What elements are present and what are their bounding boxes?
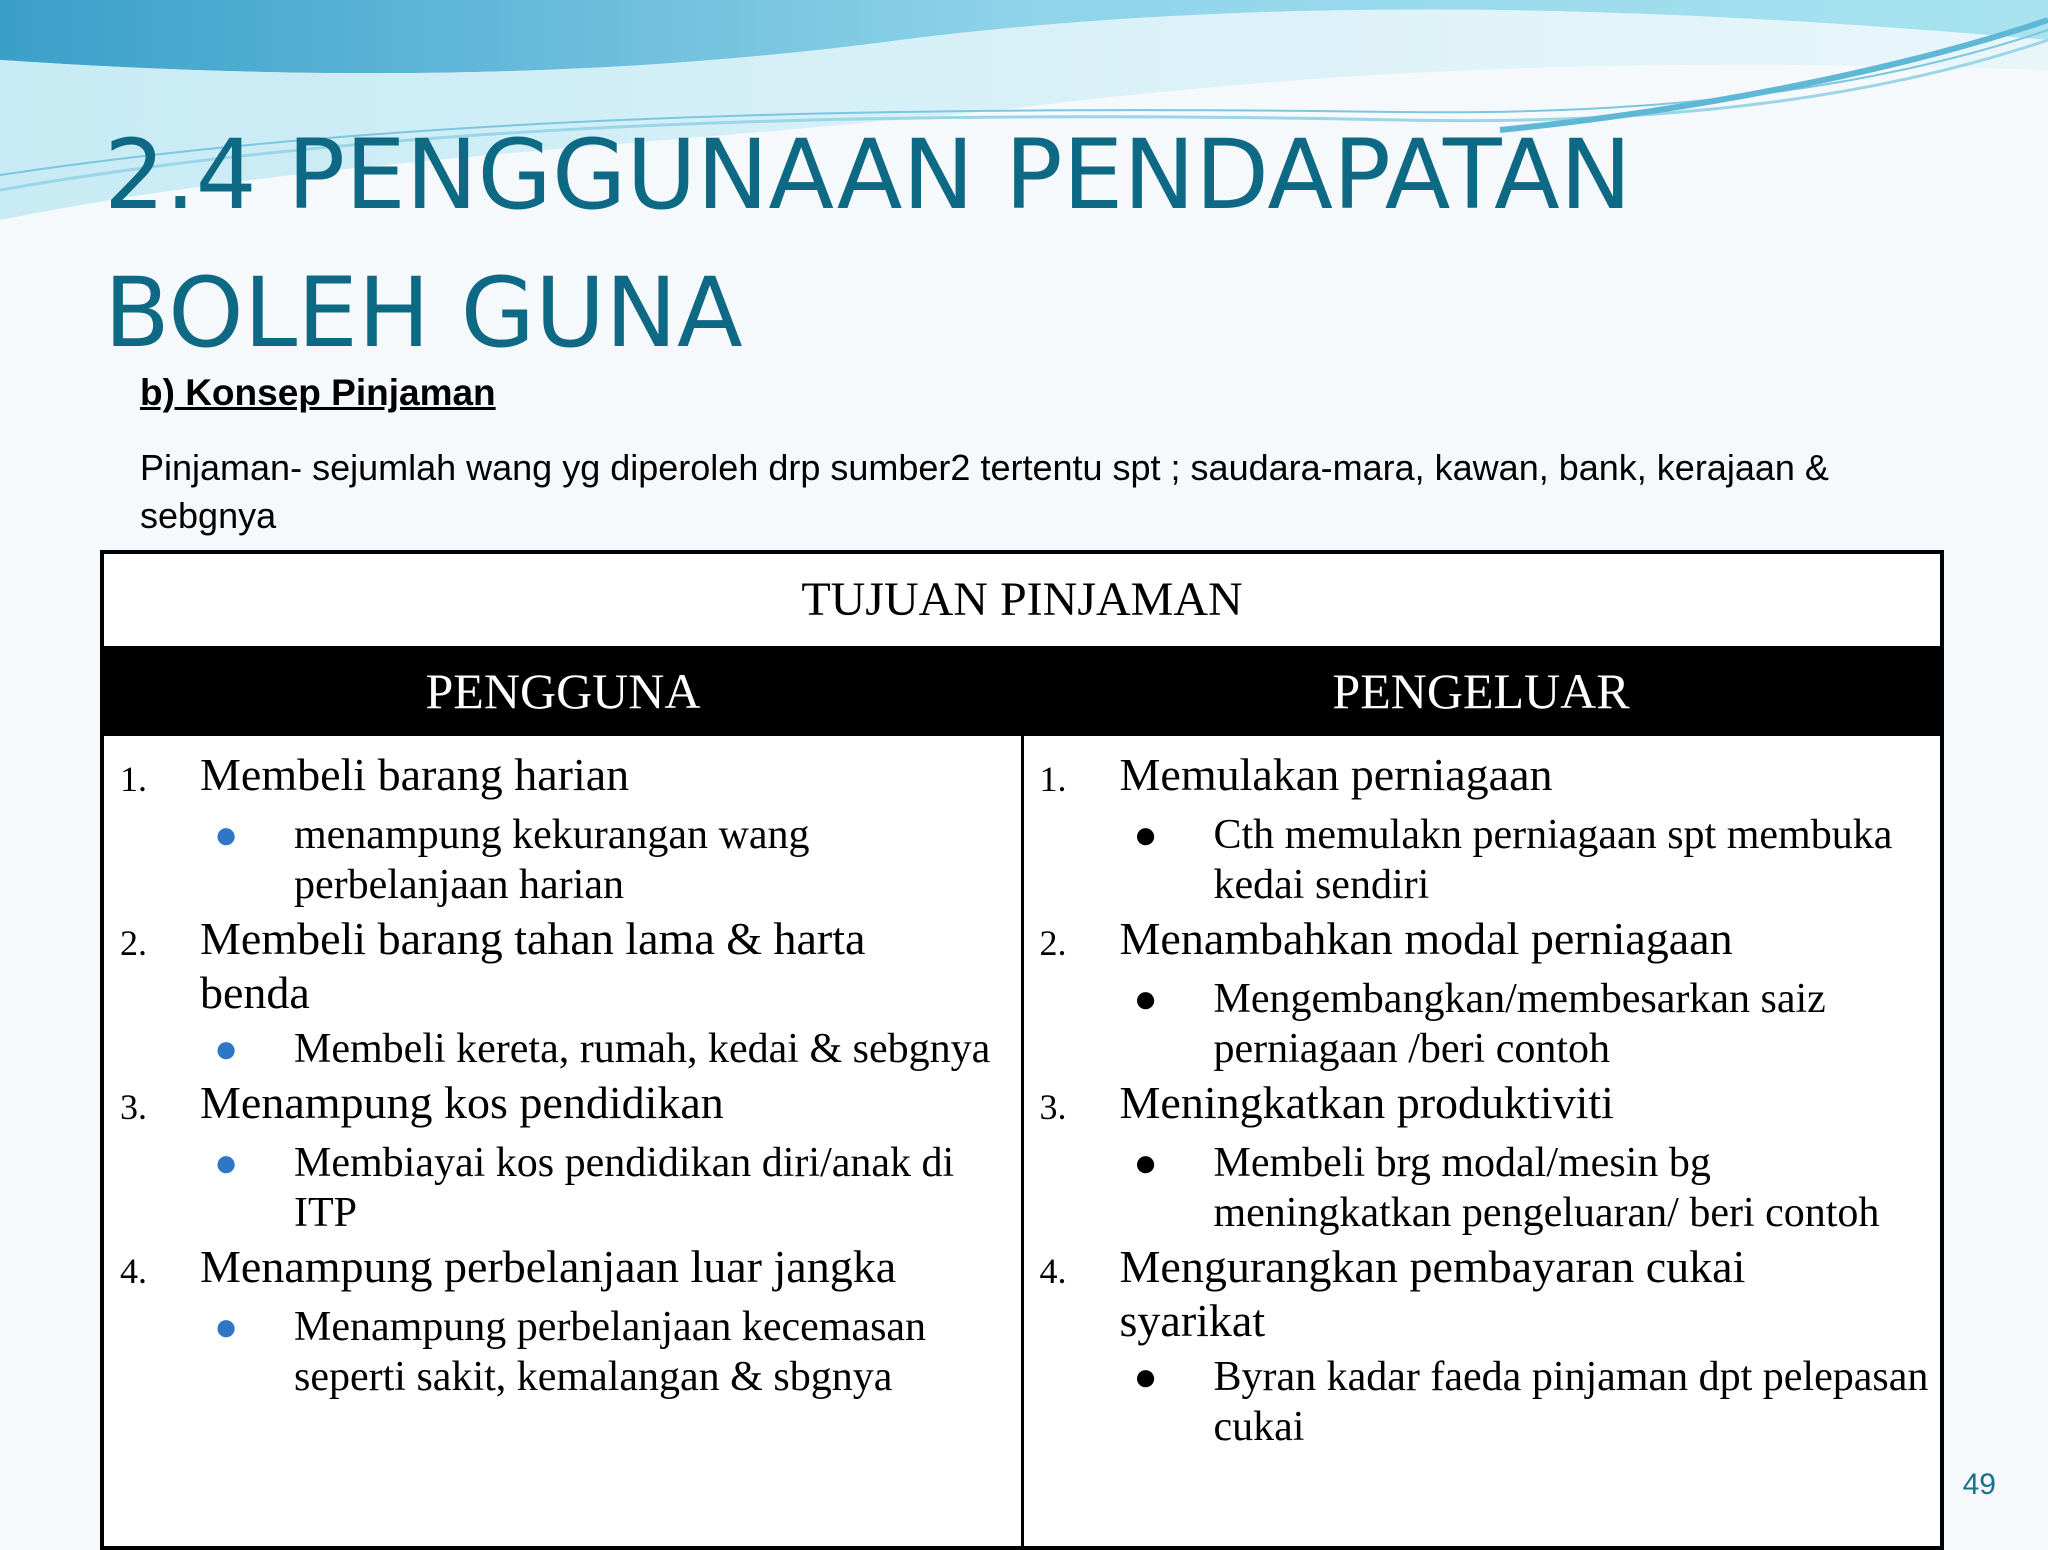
bullet-icon: ●	[214, 1140, 239, 1185]
bullet-text: Menampung perbelanjaan kecemasan seperti sakit, kemalangan & sbgnya	[294, 1304, 927, 1400]
bullet-text: Mengembangkan/membesarkan saiz perniagaan /beri contoh	[1213, 976, 1826, 1072]
bullet-icon: ●	[214, 1304, 239, 1349]
bullet-icon: ●	[1133, 1354, 1158, 1399]
item-number: 1.	[120, 759, 147, 799]
table-title: TUJUAN PINJAMAN	[801, 573, 1243, 626]
page-number: 49	[1962, 1468, 1996, 1501]
item-text: Menampung kos pendidikan	[200, 1077, 724, 1128]
item-text: Membeli barang tahan lama & harta benda	[200, 913, 866, 1018]
list-item	[1024, 1240, 1941, 1452]
item-text: Menambahkan modal perniagaan	[1119, 913, 1733, 964]
list-item	[104, 1076, 1021, 1238]
item-number: 4.	[120, 1251, 147, 1291]
bullet-icon: ●	[1133, 812, 1158, 857]
item-text: Meningkatkan produktiviti	[1119, 1077, 1614, 1128]
slide-title: 2.4 PENGGUNAAN PENDAPATAN BOLEH GUNA	[104, 119, 1632, 369]
purpose-table	[100, 550, 1944, 1550]
definition-text: Pinjaman- sejumlah wang yg diperoleh drp sumber2 tertentu spt ; saudara-mara, kawan, bank, kerajaan & sebgnya	[140, 447, 1829, 536]
bullet-icon: ●	[1133, 1140, 1158, 1185]
section-subheading: b) Konsep Pinjaman	[140, 372, 496, 413]
list-item	[1024, 1076, 1941, 1238]
pengeluar-column	[1024, 736, 1941, 1550]
item-text: Menampung perbelanjaan luar jangka	[200, 1241, 897, 1292]
list-item	[1024, 912, 1941, 1074]
bullet-text: menampung kekurangan wang perbelanjaan harian	[294, 812, 810, 908]
item-number: 1.	[1039, 759, 1067, 799]
list-item	[1024, 748, 1941, 910]
list-item	[104, 912, 1021, 1074]
item-text: Memulakan perniagaan	[1119, 749, 1553, 800]
item-text: Membeli barang harian	[200, 749, 630, 800]
bullet-text: Membeli brg modal/mesin bg meningkatkan pengeluaran/ beri contoh	[1213, 1140, 1880, 1236]
bullet-icon: ●	[214, 812, 239, 857]
header-pengeluar: PENGELUAR	[1332, 663, 1630, 719]
header-pengguna: PENGGUNA	[425, 663, 701, 719]
bullet-text: Membiayai kos pendidikan diri/anak di ITP	[294, 1140, 955, 1236]
item-number: 4.	[1039, 1251, 1067, 1291]
table-body-row	[104, 736, 1940, 1550]
item-number: 2.	[1039, 923, 1067, 963]
bullet-icon: ●	[1133, 976, 1158, 1021]
table-header-row	[104, 646, 1940, 736]
list-item	[104, 1240, 1021, 1402]
item-number: 3.	[120, 1087, 147, 1127]
item-number: 2.	[120, 923, 147, 963]
bullet-text: Cth memulakn perniagaan spt membuka kedai sendiri	[1213, 812, 1893, 908]
bullet-text: Byran kadar faeda pinjaman dpt pelepasan cukai	[1213, 1354, 1929, 1450]
bullet-text: Membeli kereta, rumah, kedai & sebgnya	[294, 1026, 991, 1072]
bullet-icon: ●	[214, 1026, 239, 1071]
list-item	[104, 748, 1021, 910]
item-number: 3.	[1039, 1087, 1067, 1127]
pengguna-column	[104, 736, 1024, 1550]
item-text: Mengurangkan pembayaran cukai syarikat	[1119, 1241, 1746, 1346]
